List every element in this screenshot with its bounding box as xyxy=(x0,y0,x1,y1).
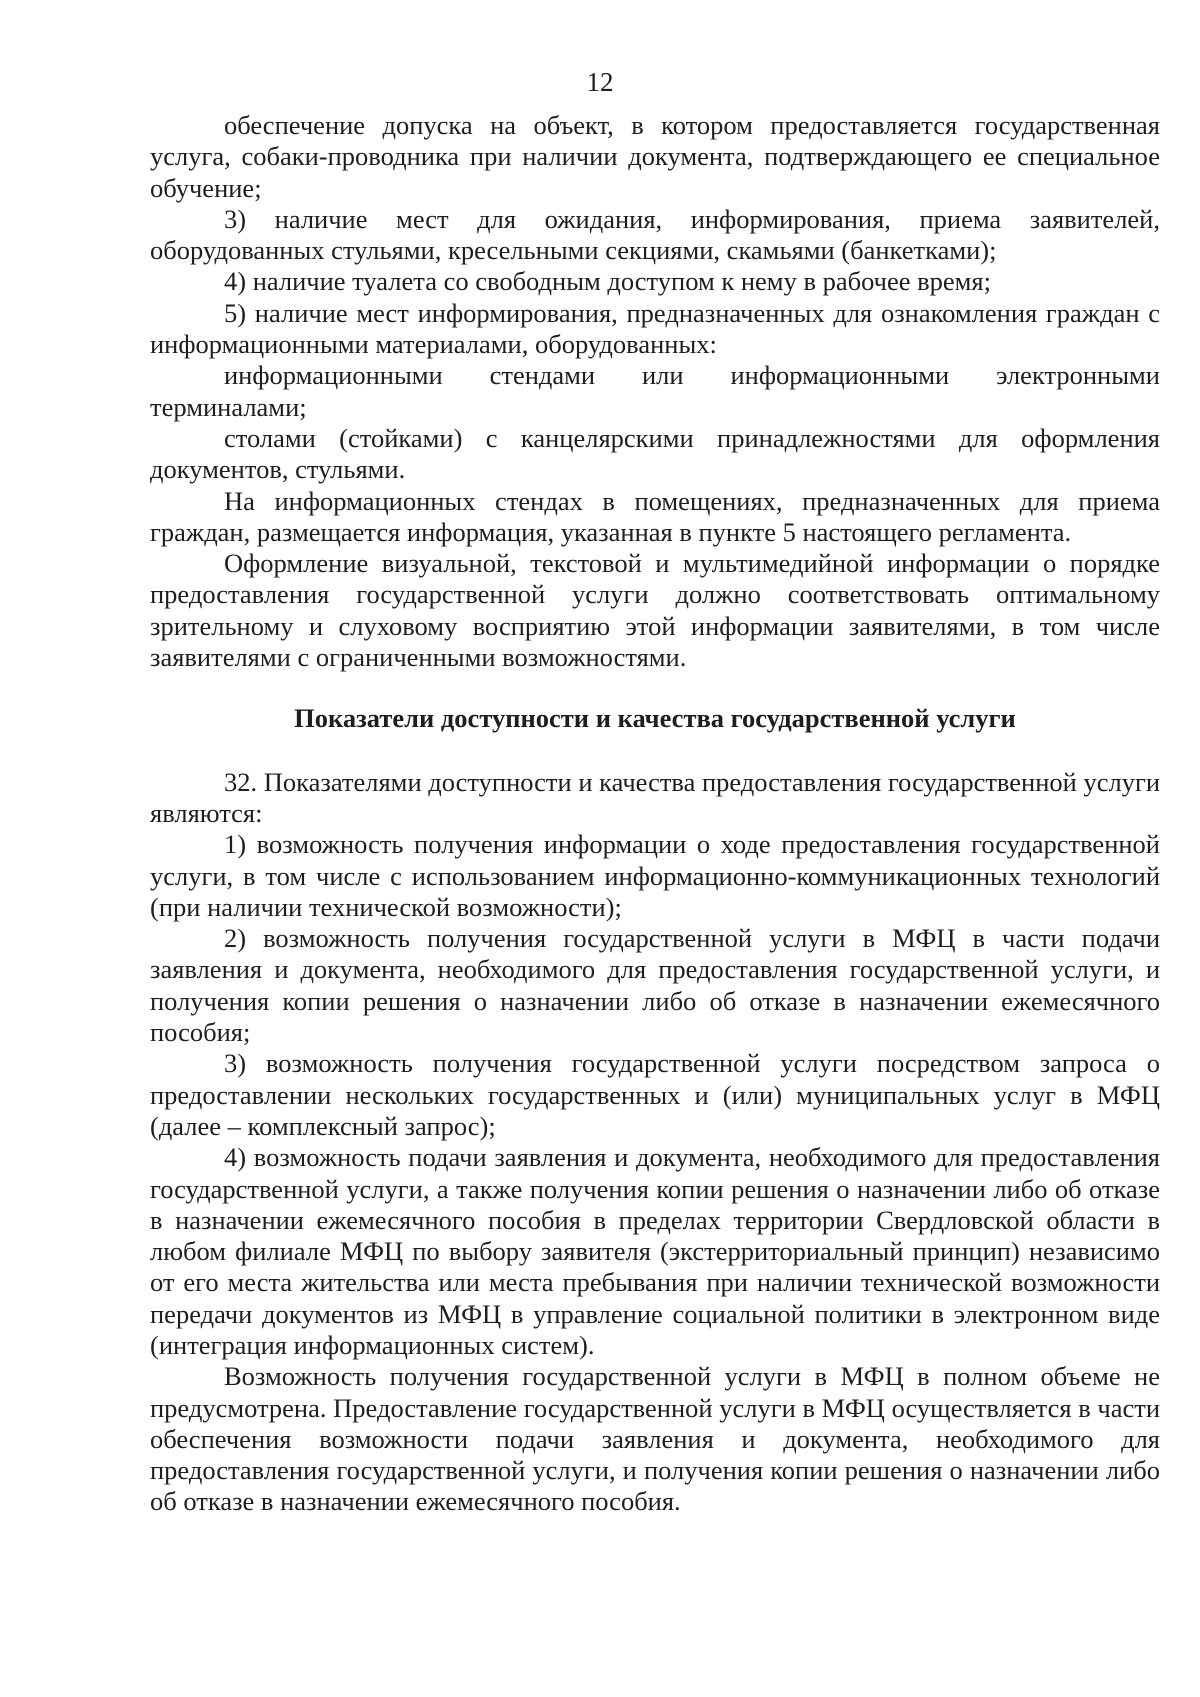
paragraph-mfc-scope: Возможность получения государственной услуги в МФЦ в полном объеме не предусмотрена. Предоставление государственной услуги в МФЦ осуществляется в части обеспечения возможности подачи заявления и документа, необходимого для предоставления государственной услуги, и получения копии решения о назначении либо об отказе в назначении ежемесячного пособия. xyxy=(150,1361,1160,1517)
paragraph-indicator-3: 3) возможность получения государственной услуги посредством запроса о предоставлении нескольких государственных и (или) муниципальных услуг в МФЦ (далее – комплексный запрос); xyxy=(150,1048,1160,1141)
paragraph-indicator-2: 2) возможность получения государственной услуги в МФЦ в части подачи заявления и документа, необходимого для предоставления государственной услуги, и получения копии решения о назначении либо об отказе в назначении ежемесячного пособия; xyxy=(150,923,1160,1048)
paragraph-information-stands: информационными стендами или информационными электронными терминалами; xyxy=(150,360,1160,422)
document-body xyxy=(150,110,1160,1518)
paragraph-guide-dog-access: обеспечение допуска на объект, в котором предоставляется государственная услуга, собаки-проводника при наличии документа, подтверждающего ее специальное обучение; xyxy=(150,110,1160,203)
page-number: 12 xyxy=(586,67,614,97)
paragraph-indicator-4: 4) возможность подачи заявления и документа, необходимого для предоставления государственной услуги, а также получения копии решения о назначении либо об отказе в назначении ежемесячного пособия в пределах территории Свердловской области в любом филиале МФЦ по выбору заявителя (экстерриториальный принцип) независимо от его места жительства или места пребывания при наличии технической возможности передачи документов из МФЦ в управление социальной политики в электронном виде (интеграция информационных систем). xyxy=(150,1142,1160,1360)
paragraph-stands-information: На информационных стендах в помещениях, предназначенных для приема граждан, размещается информация, указанная в пункте 5 настоящего регламента. xyxy=(150,485,1160,547)
paragraph-indicator-1: 1) возможность получения информации о ходе предоставления государственной услуги, в том числе с использованием информационно-коммуникационных технологий (при наличии технической возможности); xyxy=(150,829,1160,922)
section-heading: Показатели доступности и качества государственной услуги xyxy=(294,703,1016,734)
paragraph-item-4-toilet: 4) наличие туалета со свободным доступом к нему в рабочее время; xyxy=(224,266,991,297)
paragraph-32-indicators: 32. Показателями доступности и качества предоставления государственной услуги являются: xyxy=(150,766,1160,828)
paragraph-item-5-information-places: 5) наличие мест информирования, предназначенных для ознакомления граждан с информационными материалами, оборудованных: xyxy=(150,297,1160,360)
paragraph-visual-information: Оформление визуальной, текстовой и мультимедийной информации о порядке предоставления государственной услуги должно соответствовать оптимальному зрительному и слуховому восприятию этой информации заявителями, в том числе заявителями с ограниченными возможностями. xyxy=(150,548,1160,673)
paragraph-item-3-waiting-places: 3) наличие мест для ожидания, информирования, приема заявителей, оборудованных стульями, кресельными секциями, скамьями (банкетками); xyxy=(150,203,1160,266)
paragraph-tables-stationery: столами (стойками) с канцелярскими принадлежностями для оформления документов, стульями. xyxy=(150,422,1160,485)
